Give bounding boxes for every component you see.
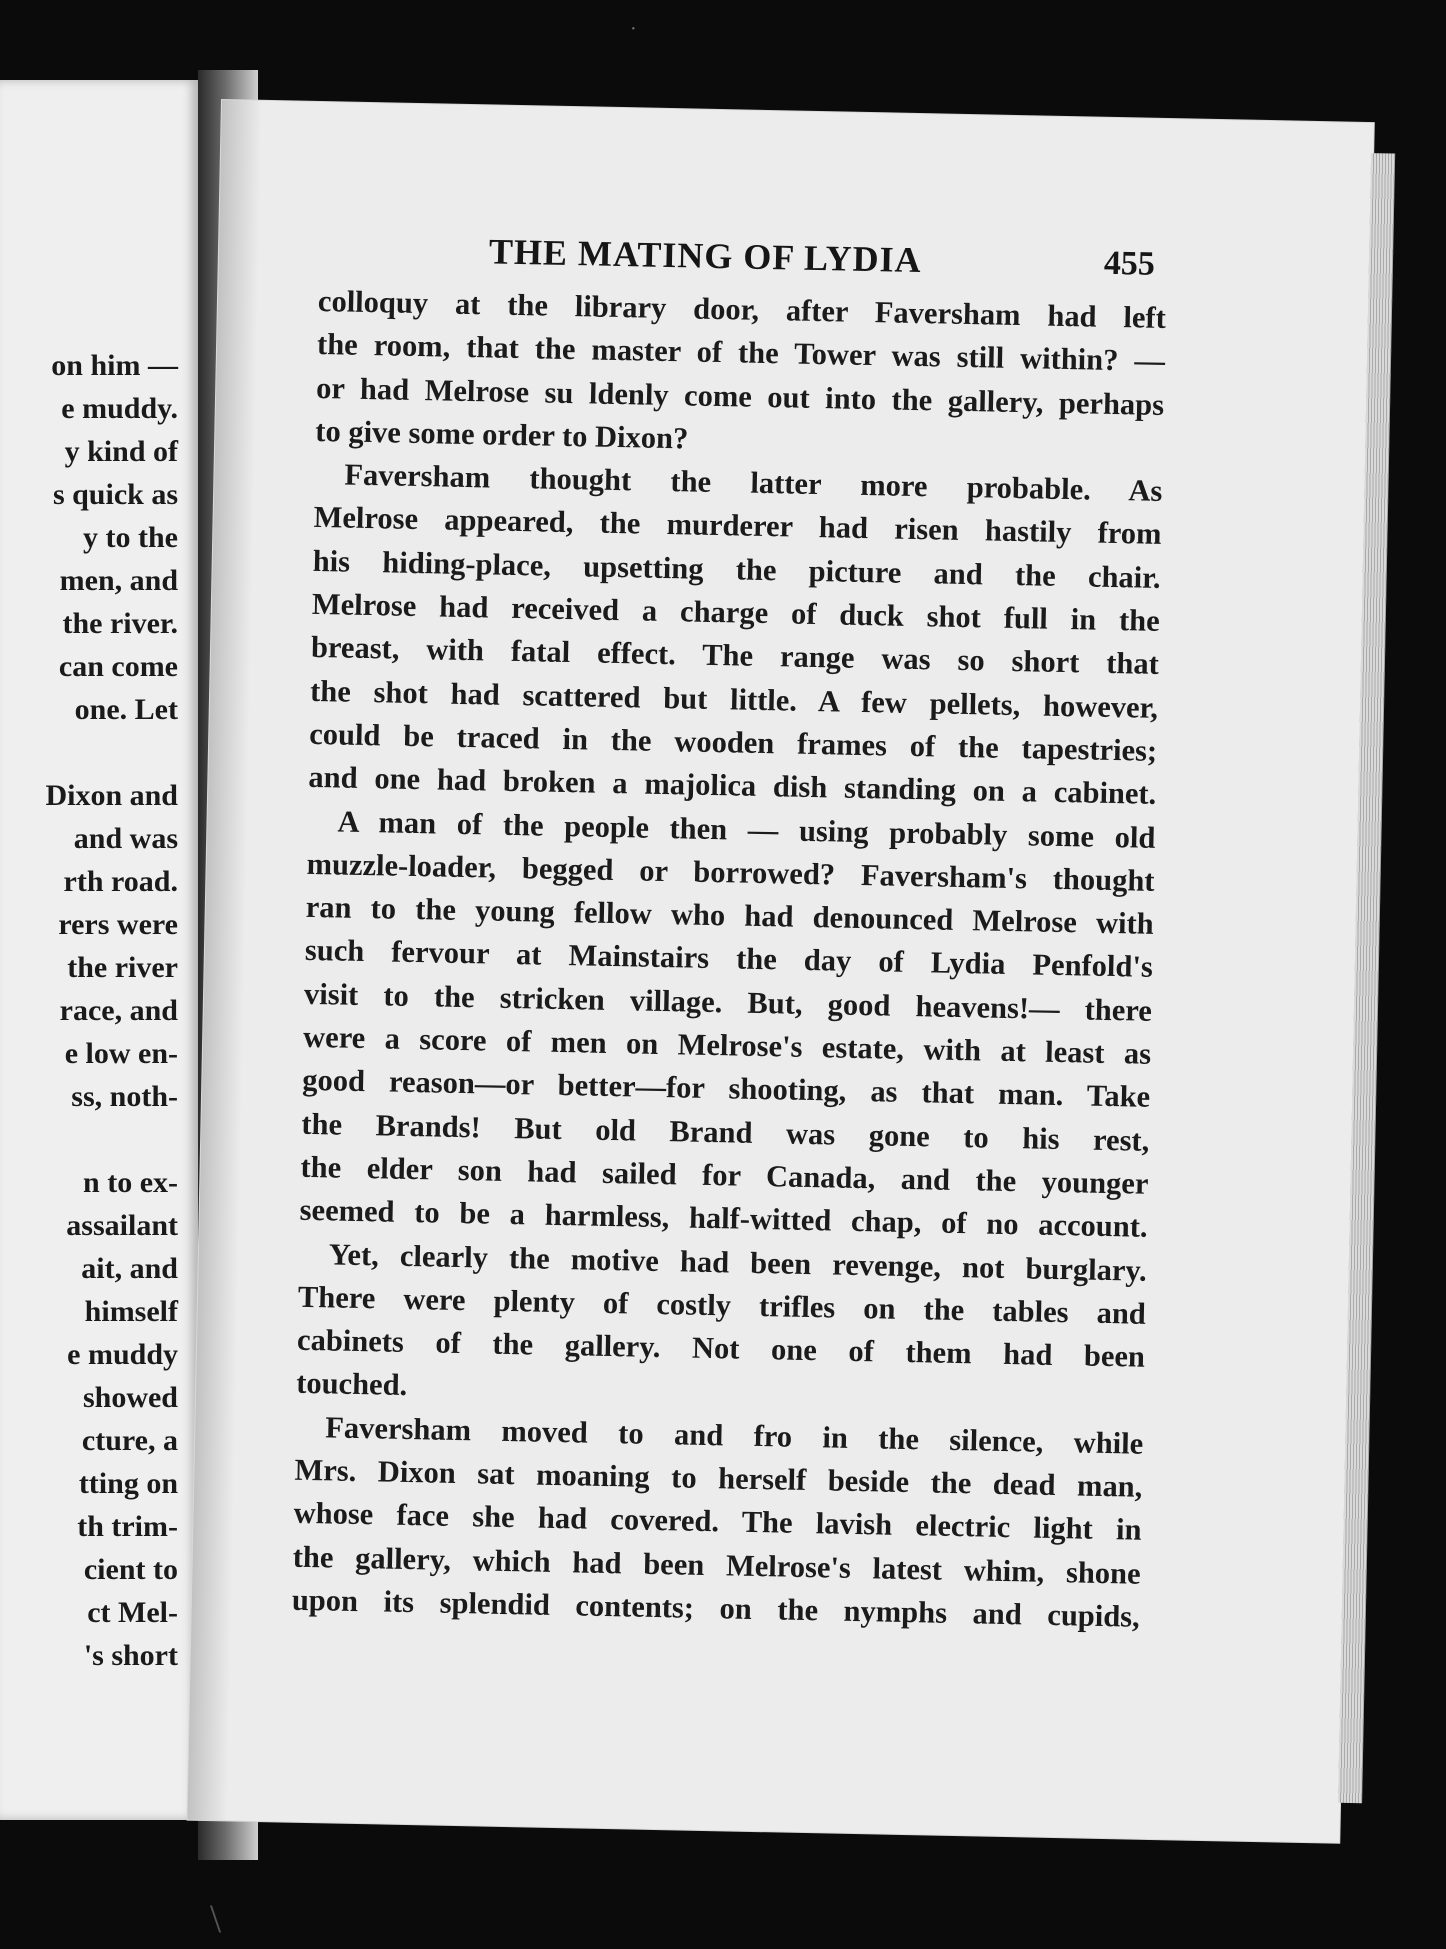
left-page-line: e muddy xyxy=(67,1338,178,1371)
left-page-line: n to ex- xyxy=(83,1166,178,1199)
text-line: the shot had scattered but little. A few pellets, however, xyxy=(309,673,1159,725)
text-line: could be traced in the wooden frames of the tapestries; xyxy=(308,716,1158,768)
text-line: the room, that the master of the Tower was still within? — xyxy=(316,327,1166,379)
left-page-line: rers were xyxy=(58,908,178,941)
left-page-line: ss, noth- xyxy=(71,1080,178,1113)
text-line: Mrs. Dixon sat moaning to herself beside the dead man, xyxy=(294,1452,1143,1504)
text-line: whose face she had covered. The lavish electric light in xyxy=(293,1496,1142,1548)
left-page-line: race, and xyxy=(59,994,178,1027)
text-line: breast, with fatal effect. The range was so short that xyxy=(310,630,1160,682)
text-line: the elder son had sailed for Canada, and the younger xyxy=(300,1149,1149,1201)
left-page-line: Dixon and xyxy=(45,779,178,812)
text-line: muzzle-loader, begged or borrowed? Faversham's thought xyxy=(306,846,1155,898)
left-page-line: 's short xyxy=(83,1639,178,1672)
left-page-line: th trim- xyxy=(77,1510,178,1543)
text-line: to give some order to Dixon? xyxy=(315,413,689,456)
text-line: the Brands! But old Brand was gone to his rest, xyxy=(301,1106,1150,1158)
left-page-line: men, and xyxy=(59,564,178,597)
left-page-line: the river. xyxy=(62,607,178,640)
left-page-line: ct Mel- xyxy=(87,1596,178,1629)
page-edges xyxy=(1338,153,1395,1803)
page-number: 455 xyxy=(1103,244,1156,283)
left-page-line: y kind of xyxy=(64,435,178,468)
left-page-line: one. Let xyxy=(74,693,178,726)
left-page-line xyxy=(45,731,178,774)
left-page-line: can come xyxy=(58,650,178,683)
text-line: cabinets of the gallery. Not one of them had been xyxy=(296,1322,1146,1374)
text-line: There were plenty of costly trifles on the tables and xyxy=(297,1279,1147,1331)
text-line: and one had broken a majolica dish standing on a cabinet. xyxy=(308,760,1157,812)
left-page-line: y to the xyxy=(83,521,178,554)
text-line: his hiding-place, upsetting the picture and the chair. xyxy=(312,543,1161,595)
text-line: were a score of men on Melrose's estate, with at least as xyxy=(302,1019,1152,1071)
text-line: Faversham thought the latter more probable. As xyxy=(344,457,1163,509)
left-page-line: on him — xyxy=(51,349,178,382)
running-title: THE MATING OF LYDIA xyxy=(488,231,923,281)
left-page-line: and was xyxy=(73,822,178,855)
text-line: touched. xyxy=(295,1366,408,1403)
left-page-line: tting on xyxy=(78,1467,178,1500)
text-line: upon its splendid contents; on the nymphs and cupids, xyxy=(291,1582,1141,1634)
text-line: the gallery, which had been Melrose's latest whim, shone xyxy=(292,1539,1141,1591)
left-page-line: e muddy. xyxy=(61,392,178,425)
text-line: Yet, clearly the motive had been revenge, not burglary. xyxy=(328,1236,1148,1288)
left-page-line: rth road. xyxy=(63,865,178,898)
left-page-line: s quick as xyxy=(52,478,178,511)
text-line: such fervour at Mainstairs the day of Lydia Penfold's xyxy=(304,933,1154,985)
left-page-line: showed xyxy=(82,1381,178,1414)
left-page-line xyxy=(45,1118,178,1161)
scan-speck: \ xyxy=(210,1896,222,1941)
text-line: or had Melrose su ldenly come out into the gallery, perhaps xyxy=(315,370,1165,422)
left-page-line: the river xyxy=(67,951,178,984)
text-line: Faversham moved to and fro in the silence, while xyxy=(325,1410,1144,1461)
left-page-line: himself xyxy=(84,1295,178,1328)
left-page-line: cient to xyxy=(83,1553,178,1586)
text-line: visit to the stricken village. But, good heavens!— there xyxy=(303,976,1153,1028)
previous-page-text xyxy=(45,344,178,1677)
text-line: good reason—or better—for shooting, as that man. Take xyxy=(302,1063,1151,1115)
previous-page xyxy=(0,80,198,1820)
text-line: ran to the young fellow who had denounced Melrose with xyxy=(305,890,1154,942)
left-page-line: ait, and xyxy=(81,1252,178,1285)
text-line: Melrose had received a charge of duck shot full in the xyxy=(311,586,1161,638)
text-line: colloquy at the library door, after Faversham had left xyxy=(317,283,1167,335)
text-line: seemed to be a harmless, half-witted chap, of no account. xyxy=(299,1193,1148,1245)
left-page-line: e low en- xyxy=(64,1037,178,1070)
page-body-text xyxy=(291,280,1166,1639)
left-page-line: assailant xyxy=(66,1209,178,1242)
scan-speck: · xyxy=(630,18,637,40)
left-page-line: cture, a xyxy=(81,1424,178,1457)
text-line: Melrose appeared, the murderer had risen hastily from xyxy=(313,500,1162,552)
text-line: A man of the people then — using probably some old xyxy=(337,804,1156,855)
current-page xyxy=(187,100,1373,1843)
